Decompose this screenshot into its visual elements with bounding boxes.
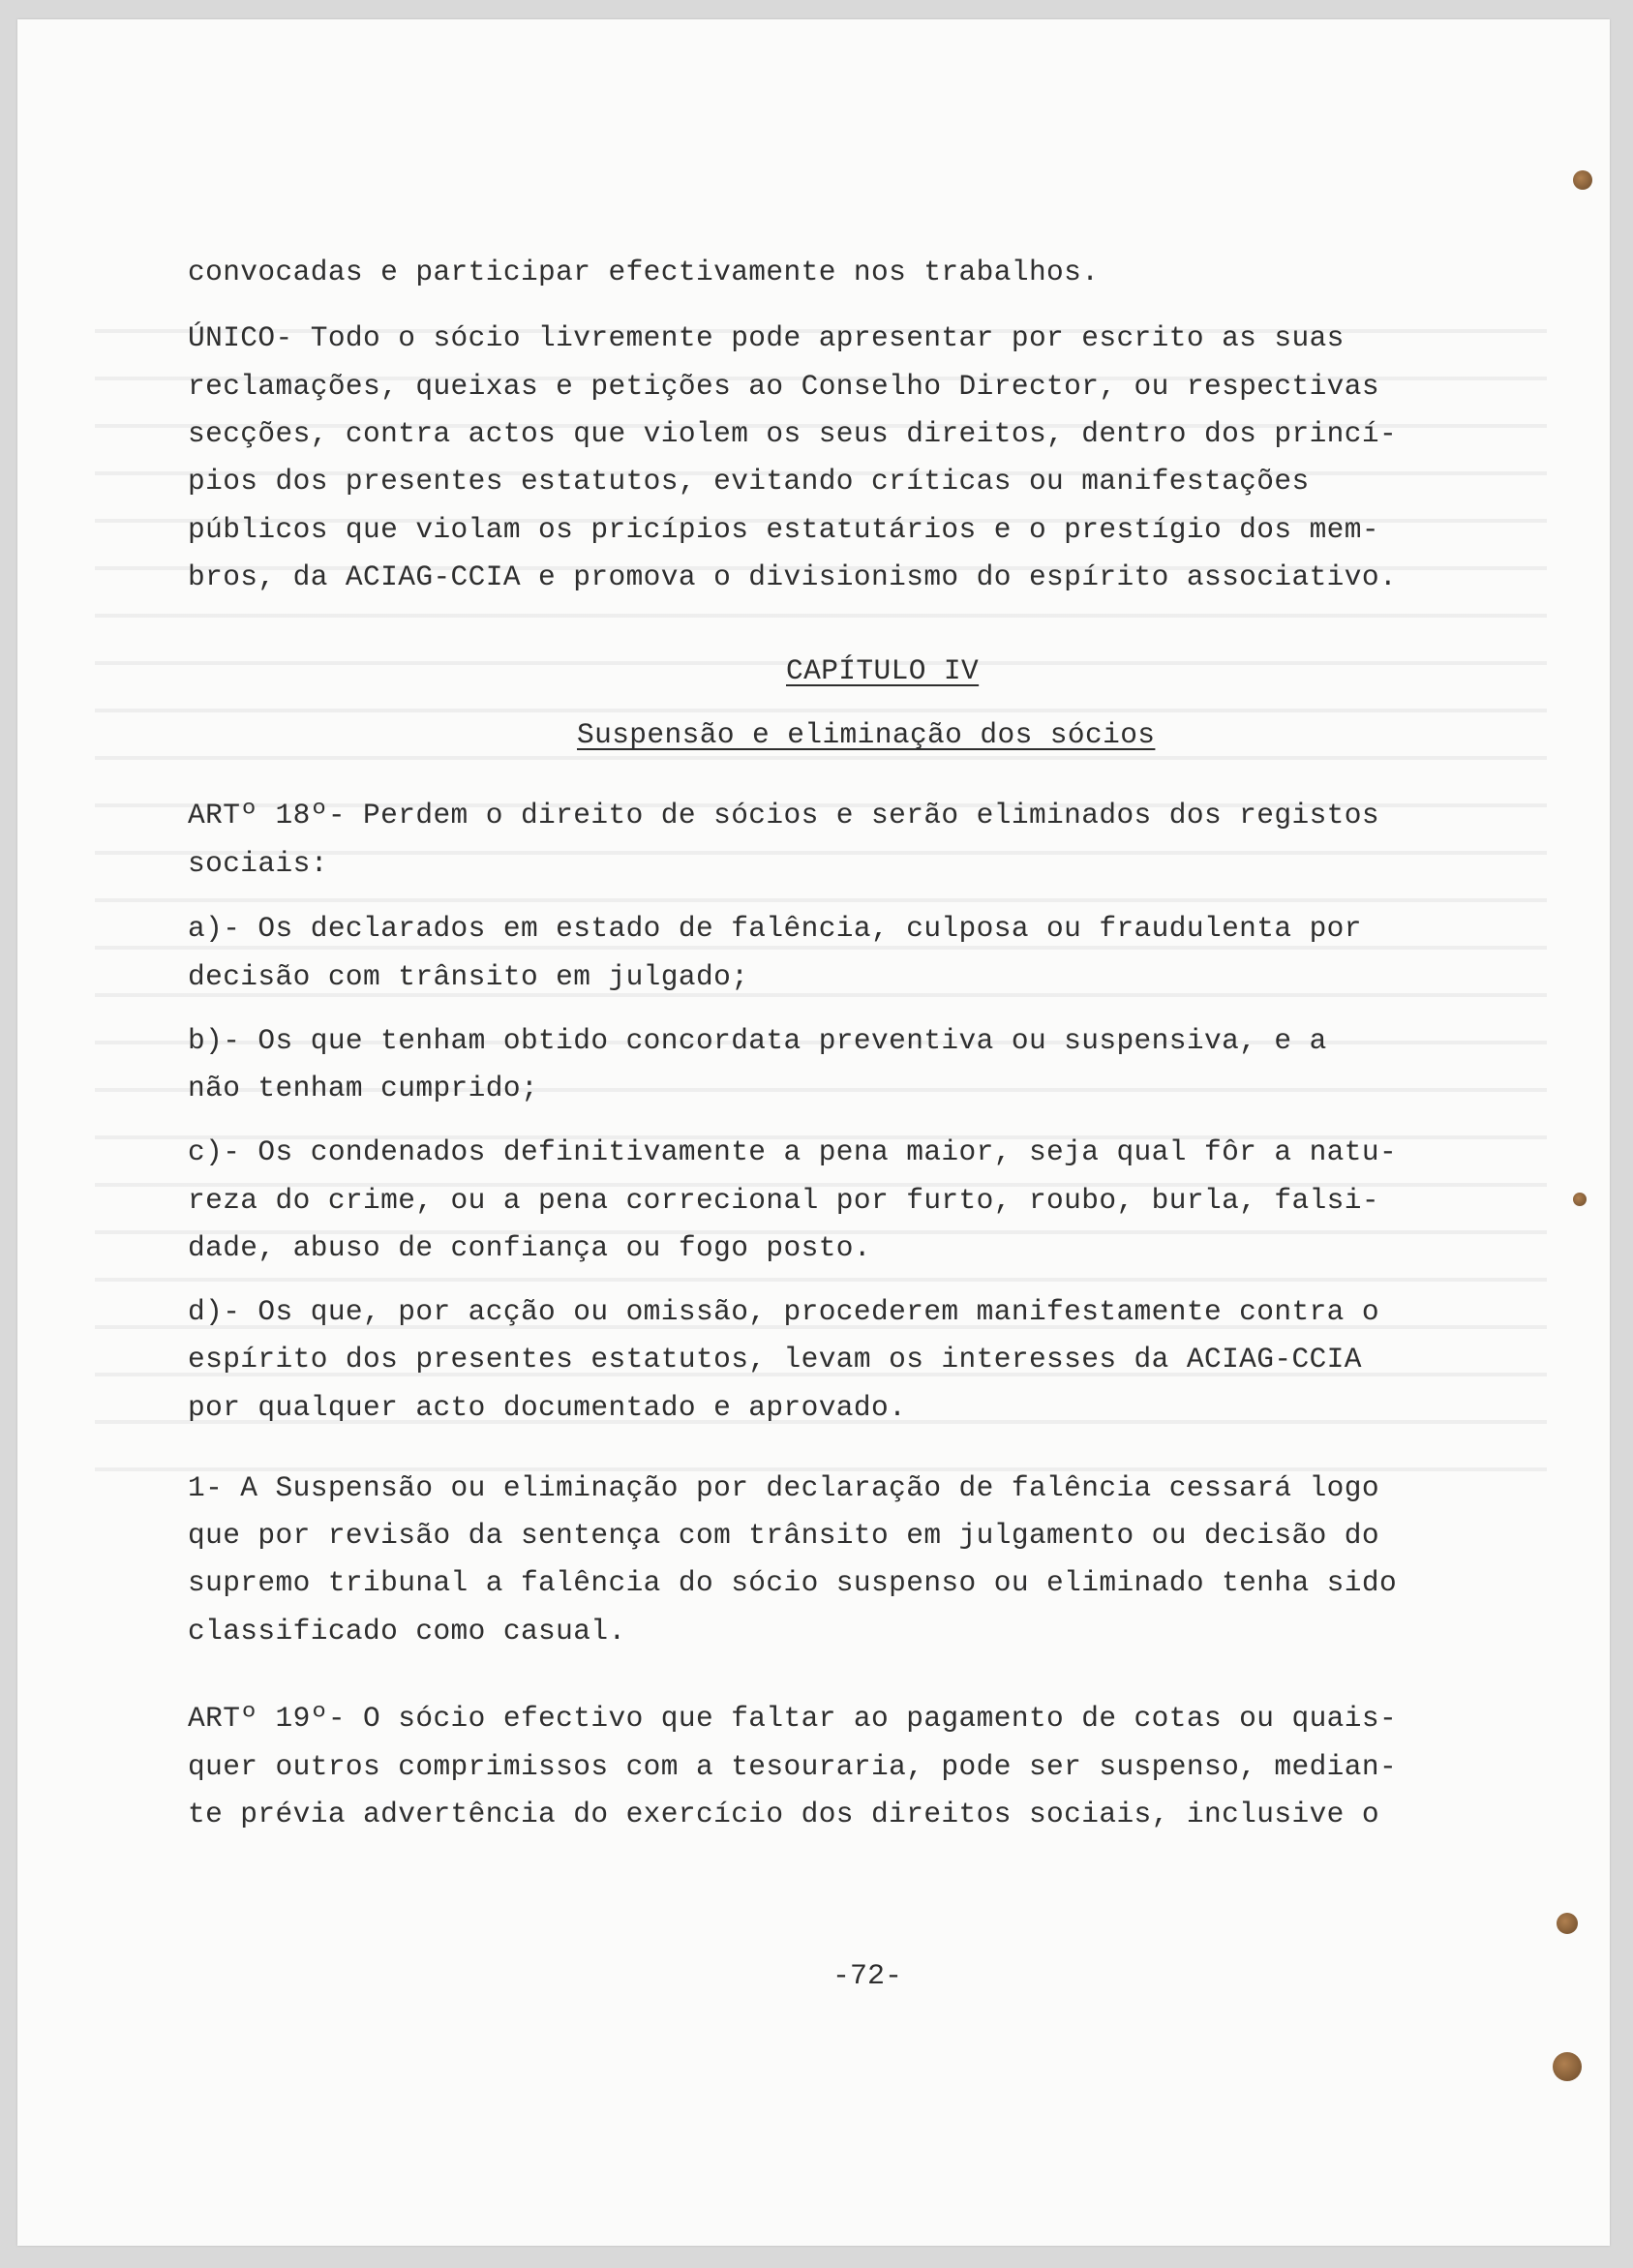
chapter-subtitle: Suspensão e eliminação dos sócios (577, 718, 1156, 751)
text-line: supremo tribunal a falência do sócio suspenso ou eliminado tenha sido (188, 1566, 1398, 1599)
text-line: sociais: (188, 847, 328, 880)
text-line: quer outros comprimissos com a tesouraria, pode ser suspenso, median- (188, 1750, 1398, 1783)
text-line: ARTº 19º- O sócio efectivo que faltar ao pagamento de cotas ou quais- (188, 1702, 1398, 1735)
text-line: reza do crime, ou a pena correcional por furto, roubo, burla, falsi- (188, 1184, 1379, 1217)
document-page (17, 19, 1610, 2246)
text-line: b)- Os que tenham obtido concordata preventiva ou suspensiva, e a (188, 1024, 1327, 1057)
text-line: te prévia advertência do exercício dos direitos sociais, inclusive o (188, 1798, 1379, 1830)
staple-hole-icon (1553, 2052, 1582, 2081)
text-line: classificado como casual. (188, 1615, 626, 1648)
text-line: por qualquer acto documentado e aprovado. (188, 1391, 907, 1424)
chapter-title: CAPÍTULO IV (786, 654, 980, 687)
text-line: que por revisão da sentença com trânsito em julgamento ou decisão do (188, 1519, 1379, 1552)
staple-hole-icon (1573, 170, 1592, 190)
text-line: decisão com trânsito em julgado; (188, 960, 749, 993)
text-line: não tenham cumprido; (188, 1072, 539, 1104)
text-line: a)- Os declarados em estado de falência, culposa ou fraudulenta por (188, 912, 1362, 945)
text-line: c)- Os condenados definitivamente a pena maior, seja qual fôr a natu- (188, 1135, 1398, 1168)
text-line: públicos que violam os pricípios estatutários e o prestígio dos mem- (188, 513, 1379, 546)
text-line: bros, da ACIAG-CCIA e promova o divisionismo do espírito associativo. (188, 560, 1398, 593)
text-line: secções, contra actos que violem os seus direitos, dentro dos princí- (188, 417, 1398, 450)
staple-hole-icon (1557, 1913, 1578, 1934)
staple-hole-icon (1573, 1193, 1587, 1206)
text-line: pios dos presentes estatutos, evitando críticas ou manifestações (188, 465, 1310, 498)
text-line: convocadas e participar efectivamente nos trabalhos. (188, 256, 1100, 288)
text-line: espírito dos presentes estatutos, levam os interesses da ACIAG-CCIA (188, 1343, 1362, 1376)
page-number: -72- (832, 1960, 903, 1993)
text-line: ÚNICO- Todo o sócio livremente pode apresentar por escrito as suas (188, 321, 1345, 354)
text-line: ARTº 18º- Perdem o direito de sócios e serão eliminados dos registos (188, 799, 1379, 832)
text-line: dade, abuso de confiança ou fogo posto. (188, 1231, 872, 1264)
text-line: 1- A Suspensão ou eliminação por declaração de falência cessará logo (188, 1471, 1379, 1504)
text-line: reclamações, queixas e petições ao Conselho Director, ou respectivas (188, 370, 1379, 403)
text-line: d)- Os que, por acção ou omissão, procederem manifestamente contra o (188, 1295, 1379, 1328)
